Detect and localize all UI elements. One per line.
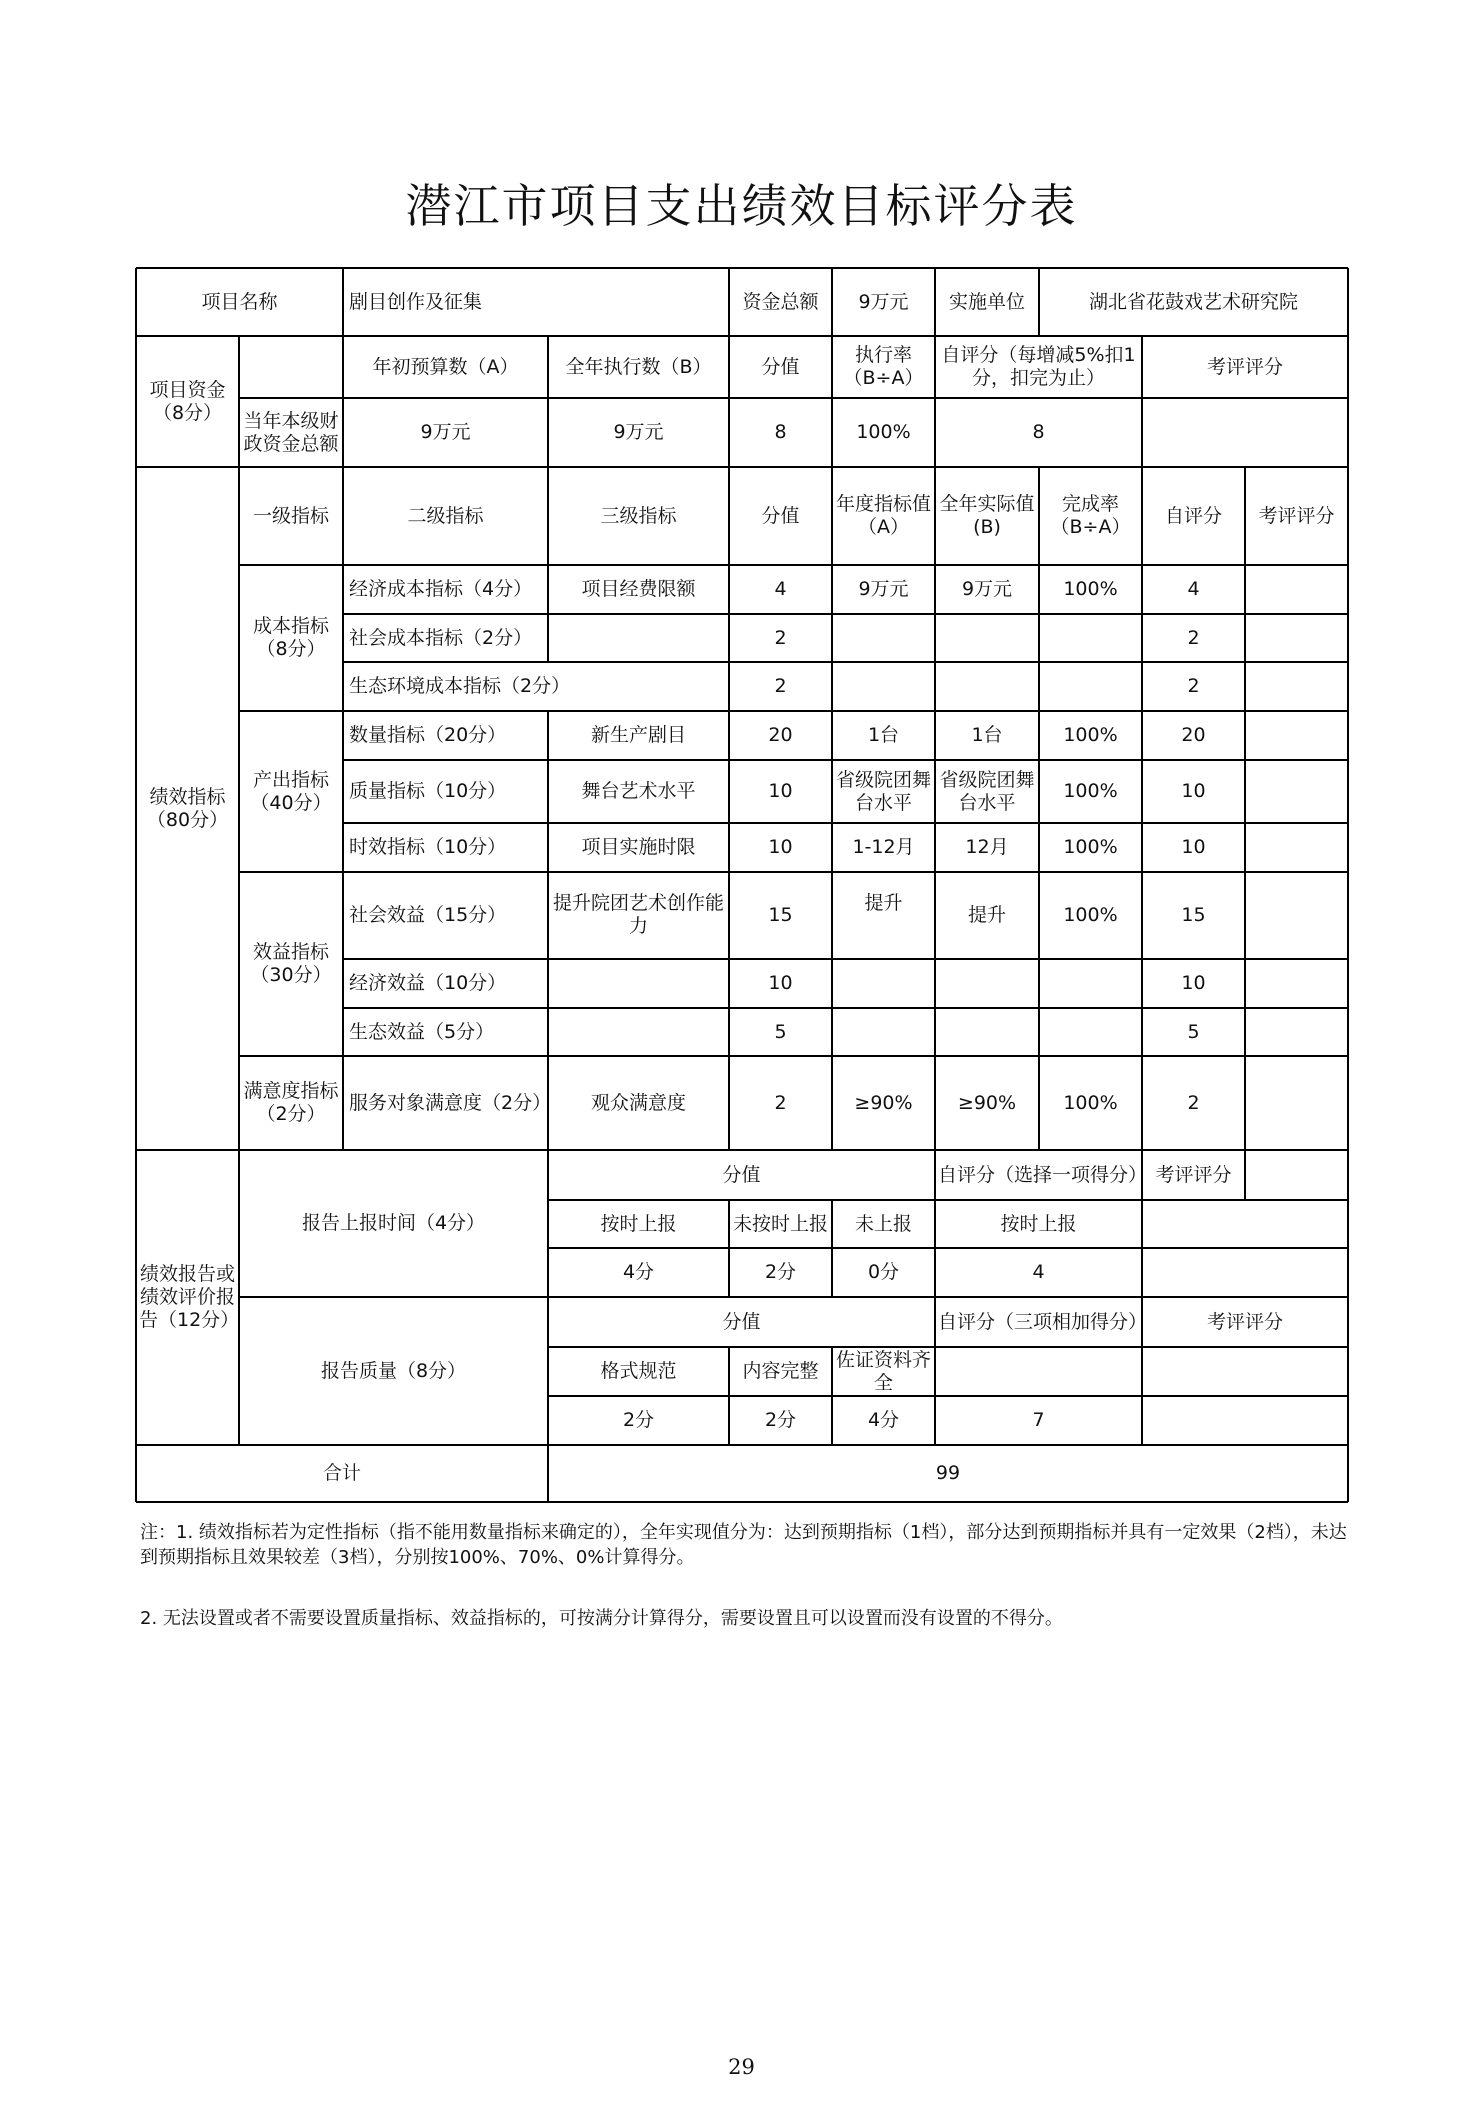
perf-row-rate	[1039, 614, 1142, 662]
report-time-pts-ontime: 4分	[622, 1261, 655, 1283]
perf-row-l3	[548, 614, 729, 662]
report-quality-opt-content: 内容完整	[742, 1360, 819, 1382]
perf-row-target: 1-12月	[852, 836, 915, 858]
report-time-label: 报告上报时间（4分）	[301, 1212, 486, 1234]
perf-row-self: 4	[1187, 578, 1200, 600]
funds-row-label: 当年本级财政资金总额	[243, 409, 339, 455]
perf-row-rate: 100%	[1063, 904, 1118, 926]
perf-row-self: 5	[1187, 1020, 1200, 1043]
report-quality-self-label: 自评分（三项相加得分）	[938, 1310, 1148, 1333]
funds-header-review: 考评评分	[1206, 355, 1283, 378]
perf-row-review	[1245, 711, 1348, 760]
perf-row-target	[832, 959, 935, 1008]
funds-section-label: 项目资金（8分）	[149, 378, 226, 424]
perf-row-review	[1245, 565, 1348, 614]
report-time-self-value: 按时上报	[1000, 1212, 1077, 1235]
page-number: 29	[728, 2055, 755, 2079]
perf-row-self: 10	[1181, 780, 1206, 802]
perf-row-rate: 100%	[1063, 724, 1118, 746]
perf-row-self: 20	[1181, 724, 1206, 746]
report-time-pts-late: 2分	[764, 1261, 797, 1283]
perf-row-score: 10	[768, 836, 793, 858]
perf-row-l2: 服务对象满意度（2分）	[349, 1091, 552, 1114]
perf-row-review	[1245, 1008, 1348, 1056]
perf-row-l2: 质量指标（10分）	[349, 780, 507, 802]
perf-row-target: ≥90%	[854, 1091, 913, 1114]
report-quality-self-score: 7	[1032, 1409, 1045, 1431]
perf-header-actual: 全年实际值(B)	[939, 493, 1035, 538]
perf-row-target	[832, 614, 935, 662]
perf-row-actual	[935, 614, 1039, 662]
page-title: 潜江市项目支出绩效目标评分表	[405, 179, 1078, 233]
perf-row-target: 9万元	[858, 578, 909, 600]
funds-header-rate: 执行率（B÷A）	[843, 344, 924, 389]
perf-row-target: 提升	[864, 892, 903, 914]
perf-row-score: 5	[774, 1020, 787, 1043]
perf-row-actual: 1台	[971, 724, 1003, 746]
report-quality-label: 报告质量（8分）	[320, 1359, 467, 1382]
note-1: 注：1. 绩效指标若为定性指标（指不能用数量指标来确定的），全年实现值分为：达到预期指标（1档），部分达到预期指标并具有一定效果（2档），未达到预期指标且效果较差（3档），分别按100%、70%、0%计算得分。	[140, 1522, 1347, 1568]
perf-row-l2: 生态环境成本指标（2分）	[349, 675, 571, 697]
perf-row-target: 1台	[867, 724, 900, 746]
fund-total-value: 9万元	[858, 290, 909, 313]
total-label: 合计	[322, 1462, 361, 1484]
perf-row-l2: 生态效益（5分）	[349, 1020, 495, 1043]
perf-row-score: 2	[774, 626, 787, 649]
perf-row-actual: 提升	[967, 904, 1006, 926]
funds-score-value: 8	[774, 421, 787, 443]
report-quality-score-label: 分值	[722, 1310, 761, 1333]
report-time-self-label: 自评分（选择一项得分）	[938, 1163, 1148, 1186]
unit-label: 实施单位	[948, 290, 1025, 313]
report-quality-pts-content: 2分	[764, 1409, 797, 1431]
report-time-opt-ontime: 按时上报	[600, 1212, 677, 1235]
perf-row-self: 2	[1187, 626, 1200, 649]
perf-row-review	[1245, 823, 1348, 872]
group-output-label: 产出指标（40分）	[250, 768, 332, 814]
report-quality-review-label: 考评评分	[1206, 1310, 1283, 1333]
perf-row-l2: 时效指标（10分）	[349, 836, 507, 858]
perf-header-l3: 三级指标	[600, 504, 677, 527]
total-value: 99	[935, 1462, 961, 1484]
unit-value: 湖北省花鼓戏艺术研究院	[1088, 290, 1298, 313]
perf-row-self: 2	[1187, 675, 1200, 697]
funds-header-score: 分值	[761, 355, 800, 378]
perf-row-l2: 社会效益（15分）	[349, 904, 507, 926]
perf-header-l1: 一级指标	[252, 504, 329, 527]
perf-row-l2: 数量指标（20分）	[349, 724, 507, 746]
funds-header-exec: 全年执行数（B）	[565, 355, 712, 378]
funds-rate-value: 100%	[856, 421, 911, 443]
perf-row-l3: 观众满意度	[590, 1091, 686, 1114]
perf-row-actual: ≥90%	[957, 1091, 1017, 1114]
funds-header-budget: 年初预算数（A）	[372, 355, 519, 378]
perf-header-review: 考评评分	[1258, 504, 1335, 527]
perf-header-score: 分值	[761, 504, 800, 527]
group-cost-label: 成本指标（8分）	[252, 615, 329, 660]
perf-row-score: 4	[774, 578, 787, 600]
perf-header-target: 年度指标值（A）	[835, 493, 931, 538]
report-time-review-label: 考评评分	[1155, 1163, 1232, 1186]
project-name-label: 项目名称	[201, 290, 278, 313]
funds-header-self: 自评分（每增减5%扣1分，扣完为止）	[941, 344, 1136, 389]
perf-header-rate: 完成率（B÷A）	[1050, 493, 1131, 538]
perf-row-review	[1245, 662, 1348, 711]
group-benefit-label: 效益指标（30分）	[250, 941, 332, 986]
funds-exec-value: 9万元	[613, 421, 664, 443]
perf-row-l3: 提升院团艺术创作能力	[552, 892, 724, 937]
perf-row-self: 10	[1181, 836, 1206, 858]
fund-total-label: 资金总额	[742, 290, 819, 313]
perf-row-score: 10	[768, 972, 793, 994]
perf-row-score: 2	[774, 1091, 787, 1114]
report-time-opt-late: 未按时上报	[732, 1212, 828, 1235]
perf-section-label: 绩效指标（80分）	[146, 785, 229, 831]
perf-row-l2: 经济成本指标（4分）	[349, 578, 533, 600]
perf-row-l3: 项目经费限额	[581, 578, 696, 600]
perf-row-score: 2	[774, 675, 787, 697]
report-time-score-label: 分值	[722, 1163, 761, 1186]
perf-row-actual: 12月	[965, 836, 1009, 858]
funds-self-value: 8	[1032, 421, 1045, 443]
perf-row-rate	[1039, 959, 1142, 1008]
perf-row-review	[1245, 959, 1348, 1008]
report-quality-opt-evidence: 佐证资料齐全	[835, 1348, 931, 1394]
funds-review-value	[1142, 398, 1348, 467]
perf-row-review	[1245, 614, 1348, 662]
perf-row-target: 省级院团舞台水平	[835, 768, 931, 814]
report-time-pts-none: 0分	[867, 1261, 900, 1283]
perf-row-review	[1245, 872, 1348, 959]
perf-row-actual	[935, 1008, 1039, 1056]
perf-row-l3: 项目实施时限	[581, 836, 696, 858]
perf-row-l2: 经济效益（10分）	[349, 972, 507, 994]
perf-row-actual: 9万元	[961, 578, 1013, 600]
perf-row-rate: 100%	[1063, 578, 1118, 600]
perf-row-review	[1245, 1056, 1348, 1150]
report-time-opt-none: 未上报	[854, 1212, 912, 1235]
perf-row-rate: 100%	[1063, 1091, 1118, 1114]
note-2: 2. 无法设置或者不需要设置质量指标、效益指标的，可按满分计算得分，需要设置且可以设置而没有设置的不得分。	[140, 1608, 1063, 1629]
perf-row-target	[832, 1008, 935, 1056]
report-quality-opt-format: 格式规范	[600, 1360, 677, 1382]
perf-row-l3	[548, 1008, 729, 1056]
perf-row-actual: 省级院团舞台水平	[939, 768, 1035, 814]
perf-row-score: 10	[768, 780, 793, 802]
report-quality-pts-format: 2分	[622, 1409, 655, 1431]
perf-row-review	[1245, 760, 1348, 823]
group-satisfaction-label: 满意度指标（2分）	[243, 1080, 339, 1125]
report-quality-pts-evidence: 4分	[867, 1409, 900, 1431]
perf-row-self: 10	[1181, 972, 1206, 994]
perf-row-score: 20	[768, 724, 793, 746]
perf-row-l3: 舞台艺术水平	[581, 780, 696, 802]
perf-row-self: 2	[1187, 1091, 1200, 1114]
funds-budget-value: 9万元	[420, 421, 471, 443]
perf-row-l2: 社会成本指标（2分）	[349, 626, 533, 649]
report-section-label: 绩效报告或绩效评价报告（12分）	[139, 1263, 240, 1331]
report-time-self-score: 4	[1032, 1261, 1045, 1283]
perf-header-self: 自评分	[1164, 504, 1222, 527]
perf-row-rate: 100%	[1063, 836, 1118, 858]
perf-row-l3: 新生产剧目	[590, 724, 686, 746]
perf-row-actual	[935, 959, 1039, 1008]
perf-row-l3	[548, 959, 729, 1008]
perf-row-score: 15	[768, 904, 793, 926]
perf-row-rate: 100%	[1063, 780, 1118, 802]
perf-header-l2: 二级指标	[407, 504, 484, 527]
perf-row-rate	[1039, 1008, 1142, 1056]
project-name-value: 剧目创作及征集	[349, 290, 483, 313]
perf-row-self: 15	[1181, 904, 1206, 926]
